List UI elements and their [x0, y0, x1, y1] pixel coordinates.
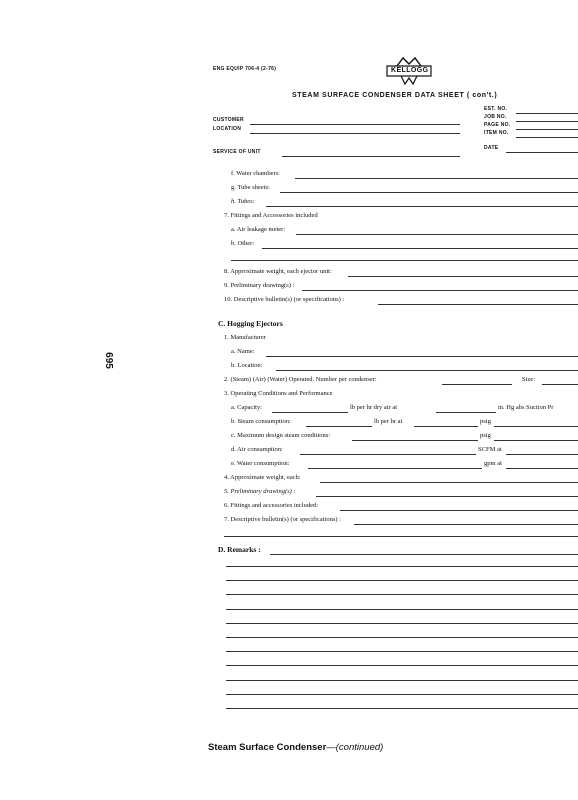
date-line [506, 152, 578, 153]
remarks-line [226, 609, 578, 610]
tubes-label: h. Tubes: [231, 198, 255, 205]
customer-line [250, 124, 460, 125]
approx-weight-each-label: 4. Approximate weight, each: [224, 474, 301, 481]
water-consumption-line [308, 468, 482, 469]
max-design-line [352, 440, 478, 441]
kellogg-logo-text: KELLOGG [391, 66, 429, 74]
fittings-c-line [340, 510, 578, 511]
bulletin-line [378, 304, 578, 305]
fittings-c-label: 6. Fittings and accessories included: [224, 502, 319, 509]
name-label: a. Name: [231, 348, 255, 355]
remarks-line [226, 680, 578, 681]
page-number: 695 [102, 352, 114, 369]
max-design-line-2 [494, 440, 578, 441]
capacity-line [272, 412, 348, 413]
fittings-label: 7. Fittings and Accessories included [224, 212, 318, 219]
page-no-label: PAGE NO. [484, 122, 511, 128]
tubes-line [266, 206, 578, 207]
capacity-unit-1: lb per hr dry air at [350, 404, 398, 411]
section-d-title: D. Remarks : [218, 545, 261, 554]
size-line [542, 384, 578, 385]
date-label: DATE [484, 145, 499, 151]
prelim-drawing-line [302, 290, 578, 291]
water-chambers-line [295, 178, 578, 179]
steam-line-3 [494, 426, 578, 427]
water-line-2 [506, 468, 578, 469]
air-leakage-line [296, 234, 578, 235]
other-line-2 [231, 260, 578, 261]
approx-weight-line [348, 276, 578, 277]
bulletin-c-line [354, 524, 578, 525]
item-no-line [516, 137, 578, 138]
air-leakage-label: a. Air leakage meter: [231, 226, 286, 233]
remarks-line-1 [270, 554, 578, 555]
prelim-drawing-label: 9. Preliminary drawing(s) : [224, 282, 295, 289]
service-label: SERVICE OF UNIT [213, 149, 261, 155]
remarks-line [226, 566, 578, 567]
air-consumption-label: d. Air consumption: [231, 446, 283, 453]
max-design-unit: psig [480, 432, 491, 439]
max-design-label: c. Maximum design steam conditions: [231, 432, 331, 439]
location-label: LOCATION [213, 126, 242, 132]
bulletin-c-label: 7. Descriptive bulletin(s) (or specifications) : [224, 516, 341, 523]
water-unit: gpm at [484, 460, 502, 467]
kellogg-logo [385, 56, 433, 86]
job-no-label: JOB NO. [484, 114, 507, 120]
steam-consumption-line [306, 426, 372, 427]
operated-label: 2. (Steam) (Air) (Water) Operated. Number per condenser: [224, 376, 377, 383]
location-line [250, 133, 460, 134]
prelim-drawings-c-line [316, 496, 578, 497]
bulletin-label: 10. Descriptive bulletin(s) (or specifications) : [224, 296, 345, 303]
air-consumption-line [300, 454, 476, 455]
other-label: b. Other: [231, 240, 255, 247]
page-title: STEAM SURFACE CONDENSER DATA SHEET ( con't.) [292, 92, 498, 99]
capacity-label: a. Capacity: [231, 404, 263, 411]
customer-label: CUSTOMER [213, 117, 244, 123]
bulletin-c-line-2 [224, 536, 578, 537]
capacity-unit-2: in. Hg abs Suction Pr [498, 404, 554, 411]
size-label: Size: [522, 376, 535, 383]
remarks-line [226, 708, 578, 709]
caption-bold: Steam Surface Condenser [208, 742, 327, 753]
steam-line-2 [414, 426, 478, 427]
remarks-line [226, 665, 578, 666]
figure-caption [208, 742, 383, 753]
job-no-line [516, 121, 578, 122]
service-line [282, 156, 460, 157]
remarks-line [226, 623, 578, 624]
air-line-2 [506, 454, 578, 455]
est-no-label: EST. NO. [484, 106, 508, 112]
operating-conditions-label: 3. Operating Conditions and Performance [224, 390, 333, 397]
approx-weight-label: 8. Approximate weight, each ejector unit: [224, 268, 332, 275]
name-line [266, 356, 578, 357]
approx-weight-each-line [320, 482, 578, 483]
steam-unit-1: lb per hr at [374, 418, 403, 425]
air-unit: SCFM at [478, 446, 502, 453]
section-c-title: C. Hogging Ejectors [218, 319, 283, 328]
form-id: ENG EQUIP 706-4 (2-76) [213, 66, 277, 72]
capacity-line-2 [436, 412, 496, 413]
tube-sheets-label: g. Tube sheets: [231, 184, 270, 191]
remarks-line [226, 651, 578, 652]
water-chambers-label: f. Water chambers: [231, 170, 280, 177]
remarks-line [226, 694, 578, 695]
remarks-line [226, 594, 578, 595]
manuf-location-line [276, 370, 578, 371]
manuf-location-label: b. Location: [231, 362, 263, 369]
caption-rest: —(continued) [326, 742, 384, 753]
prelim-drawings-c-label: 5. Preliminary drawing(s) : [224, 488, 296, 495]
item-no-label: ITEM NO. [484, 130, 509, 136]
water-consumption-label: e. Water consumption: [231, 460, 290, 467]
operated-line [442, 384, 512, 385]
steam-unit-2: psig [480, 418, 491, 425]
steam-consumption-label: b. Steam consumption: [231, 418, 291, 425]
tube-sheets-line [280, 192, 578, 193]
est-no-line [516, 113, 578, 114]
remarks-line [226, 580, 578, 581]
page-no-line [516, 129, 578, 130]
manufacturer-label: 1. Manufacturer [224, 334, 266, 341]
remarks-line [226, 637, 578, 638]
other-line [262, 248, 578, 249]
